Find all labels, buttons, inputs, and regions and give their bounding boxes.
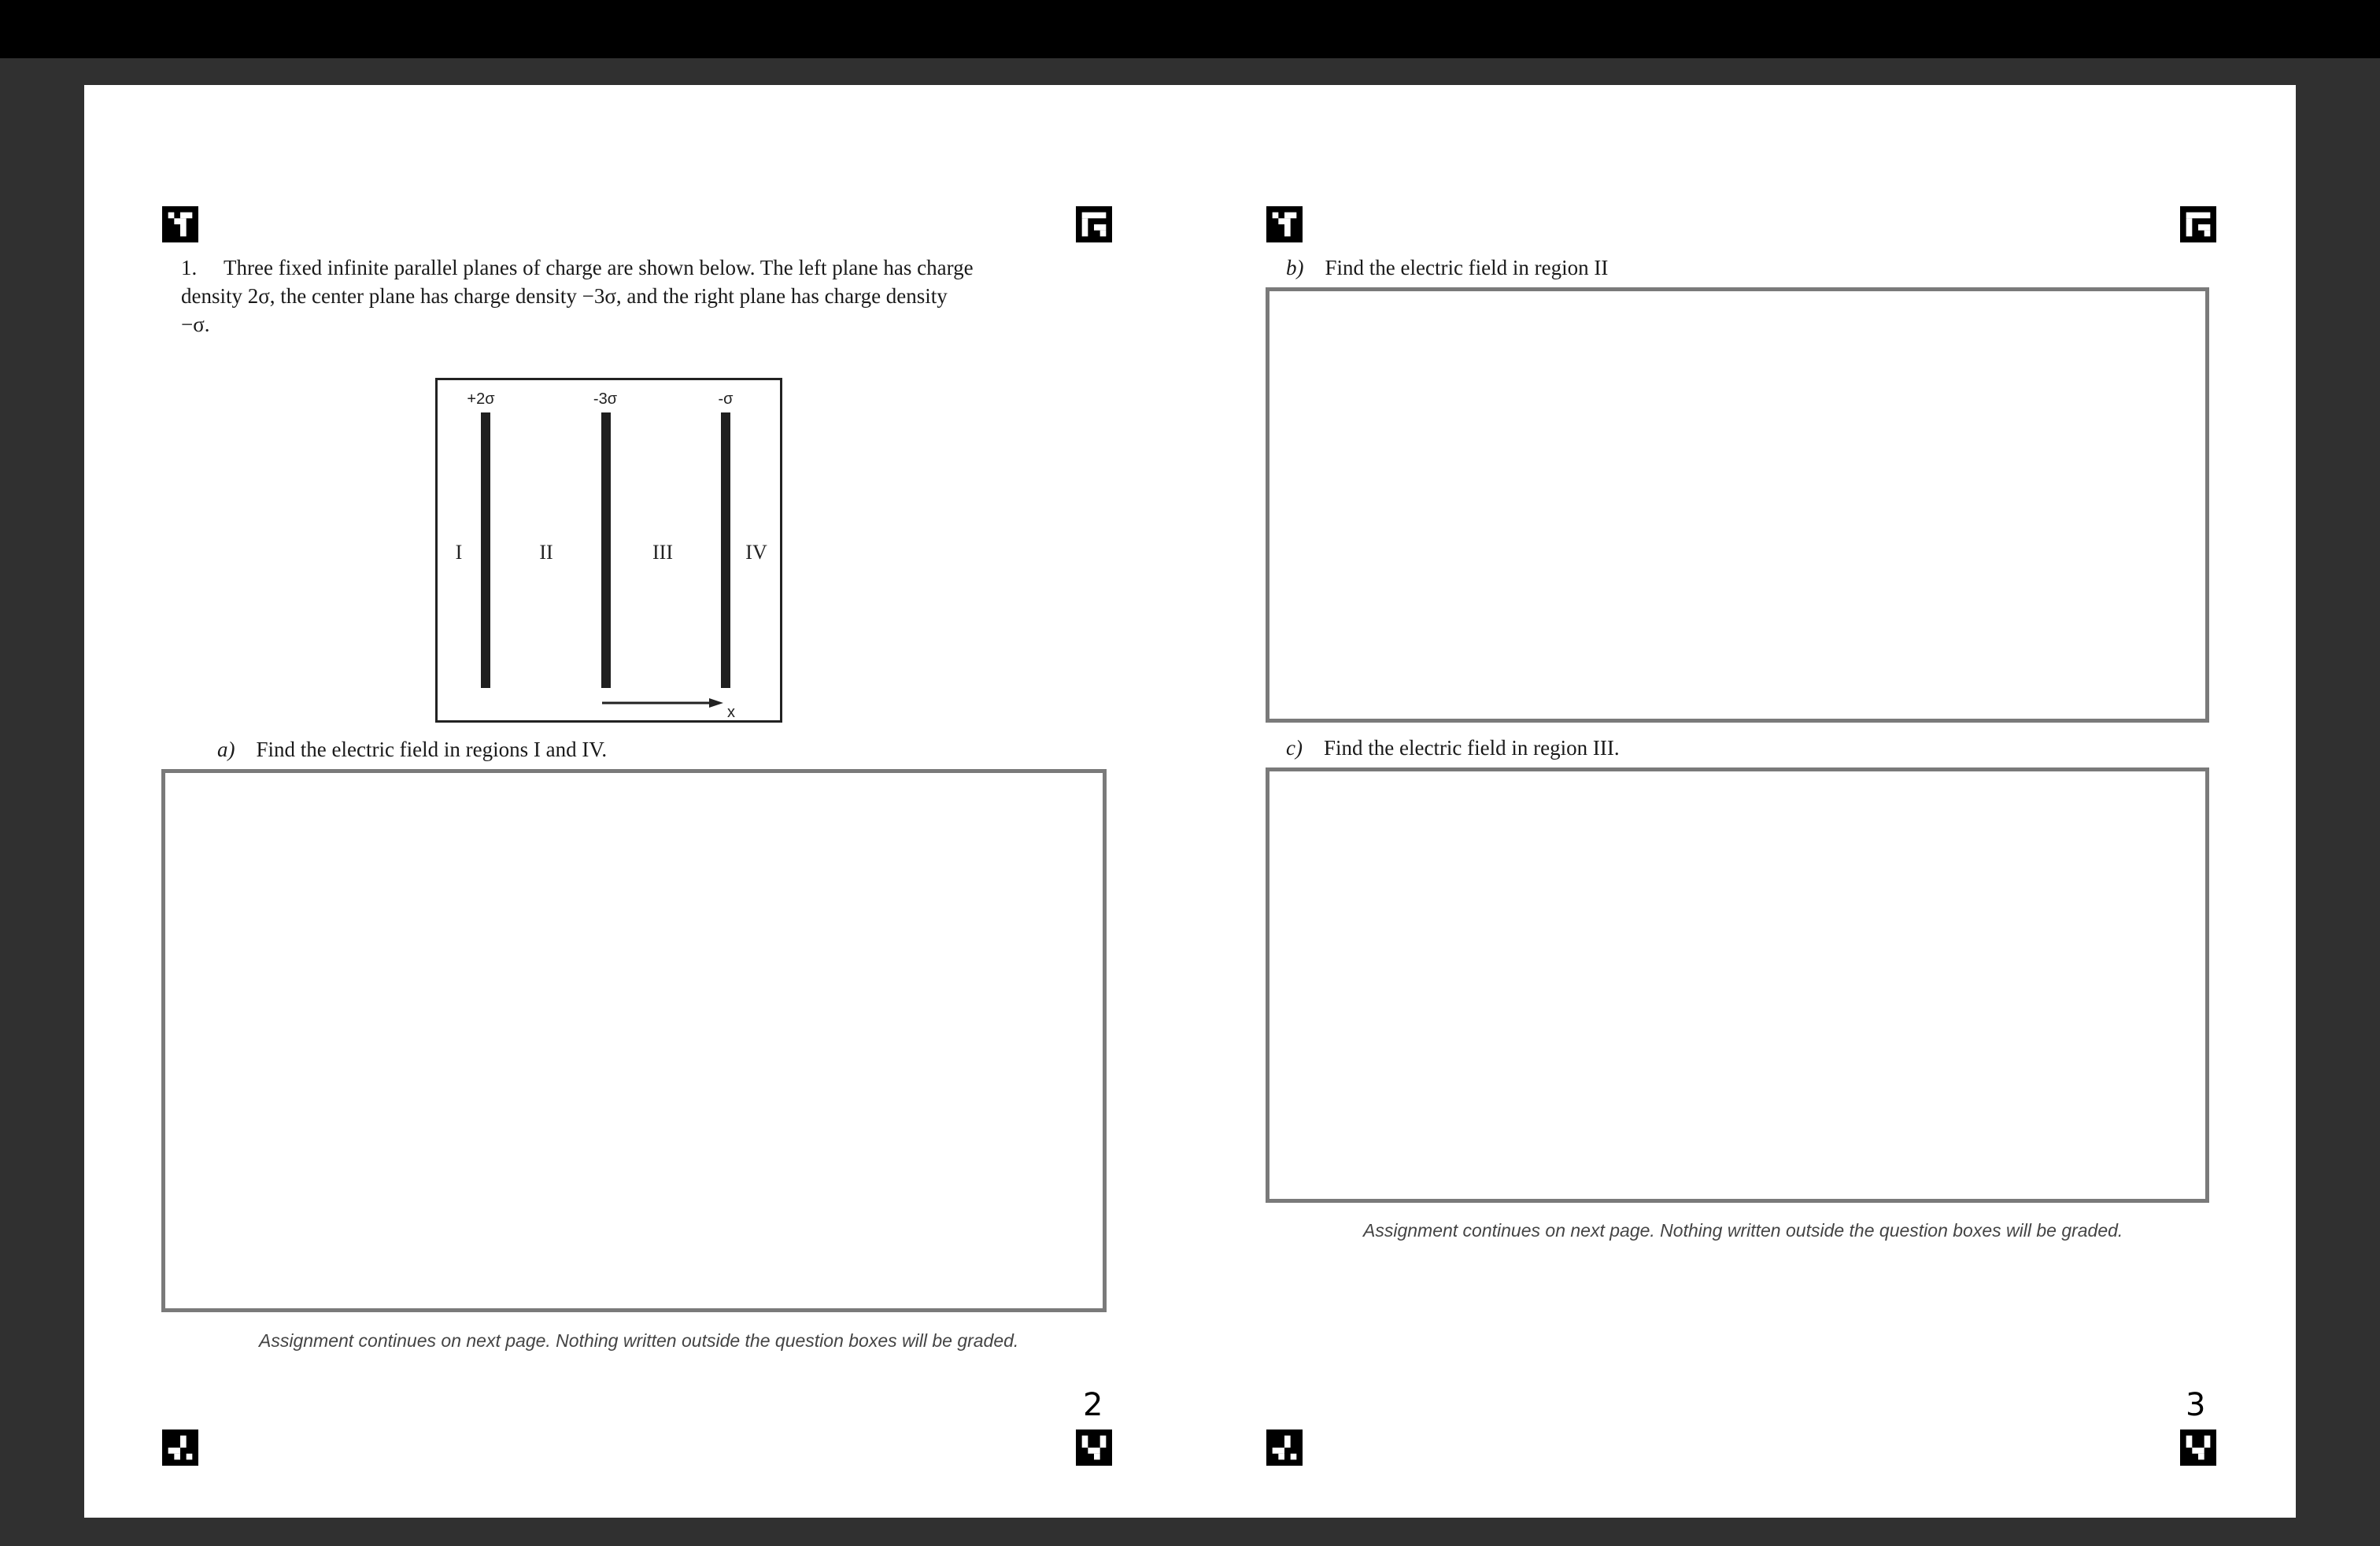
charge-planes-figure xyxy=(435,378,782,723)
region-label: III xyxy=(652,541,673,564)
alignment-marker-icon xyxy=(2180,1429,2216,1466)
region-label: II xyxy=(539,541,553,564)
answer-box-a[interactable] xyxy=(161,769,1107,1312)
alignment-marker-icon xyxy=(1266,1429,1303,1466)
alignment-marker-icon xyxy=(2180,206,2216,242)
part-text: Find the electric field in region III. xyxy=(1323,736,1620,760)
page-number-right: 3 xyxy=(2186,1387,2206,1423)
alignment-marker-icon xyxy=(1266,206,1303,242)
charge-plane-right xyxy=(721,412,730,688)
part-c-prompt xyxy=(1286,734,1620,762)
part-label: c) xyxy=(1286,736,1303,760)
part-a-prompt xyxy=(217,735,607,764)
plane-label: -σ xyxy=(718,390,734,408)
viewer-top-bar xyxy=(0,0,2380,58)
part-label: a) xyxy=(217,738,235,761)
footer-note-right: Assignment continues on next page. Nothing written outside the question boxes will be graded. xyxy=(1363,1220,2123,1241)
alignment-marker-icon xyxy=(1076,206,1112,242)
charge-plane-center xyxy=(601,412,611,688)
part-label: b) xyxy=(1286,256,1304,279)
part-b-prompt xyxy=(1286,253,1608,282)
alignment-marker-icon xyxy=(162,1429,198,1466)
answer-box-b[interactable] xyxy=(1266,287,2209,723)
question-number: 1. xyxy=(181,256,198,279)
answer-box-c[interactable] xyxy=(1266,767,2209,1203)
part-text: Find the electric field in regions I and IV. xyxy=(256,738,608,761)
question-text-line: Three fixed infinite parallel planes of charge are shown below. The left plane has charge xyxy=(224,256,974,279)
page-number-left: 2 xyxy=(1083,1387,1103,1423)
charge-plane-left xyxy=(481,412,490,688)
part-text: Find the electric field in region II xyxy=(1325,256,1609,279)
region-label: IV xyxy=(745,541,767,564)
question-statement xyxy=(181,253,1031,338)
question-text-line: density 2σ, the center plane has charge density −3σ, and the right plane has charge density xyxy=(181,284,948,308)
plane-label: +2σ xyxy=(467,390,495,408)
footer-note-left: Assignment continues on next page. Nothing written outside the question boxes will be graded. xyxy=(259,1330,1019,1351)
alignment-marker-icon xyxy=(162,206,198,242)
region-label: I xyxy=(455,541,463,564)
plane-label: -3σ xyxy=(593,390,618,408)
alignment-marker-icon xyxy=(1076,1429,1112,1466)
axis-label: x xyxy=(727,704,735,721)
question-text-line: −σ. xyxy=(181,313,210,336)
